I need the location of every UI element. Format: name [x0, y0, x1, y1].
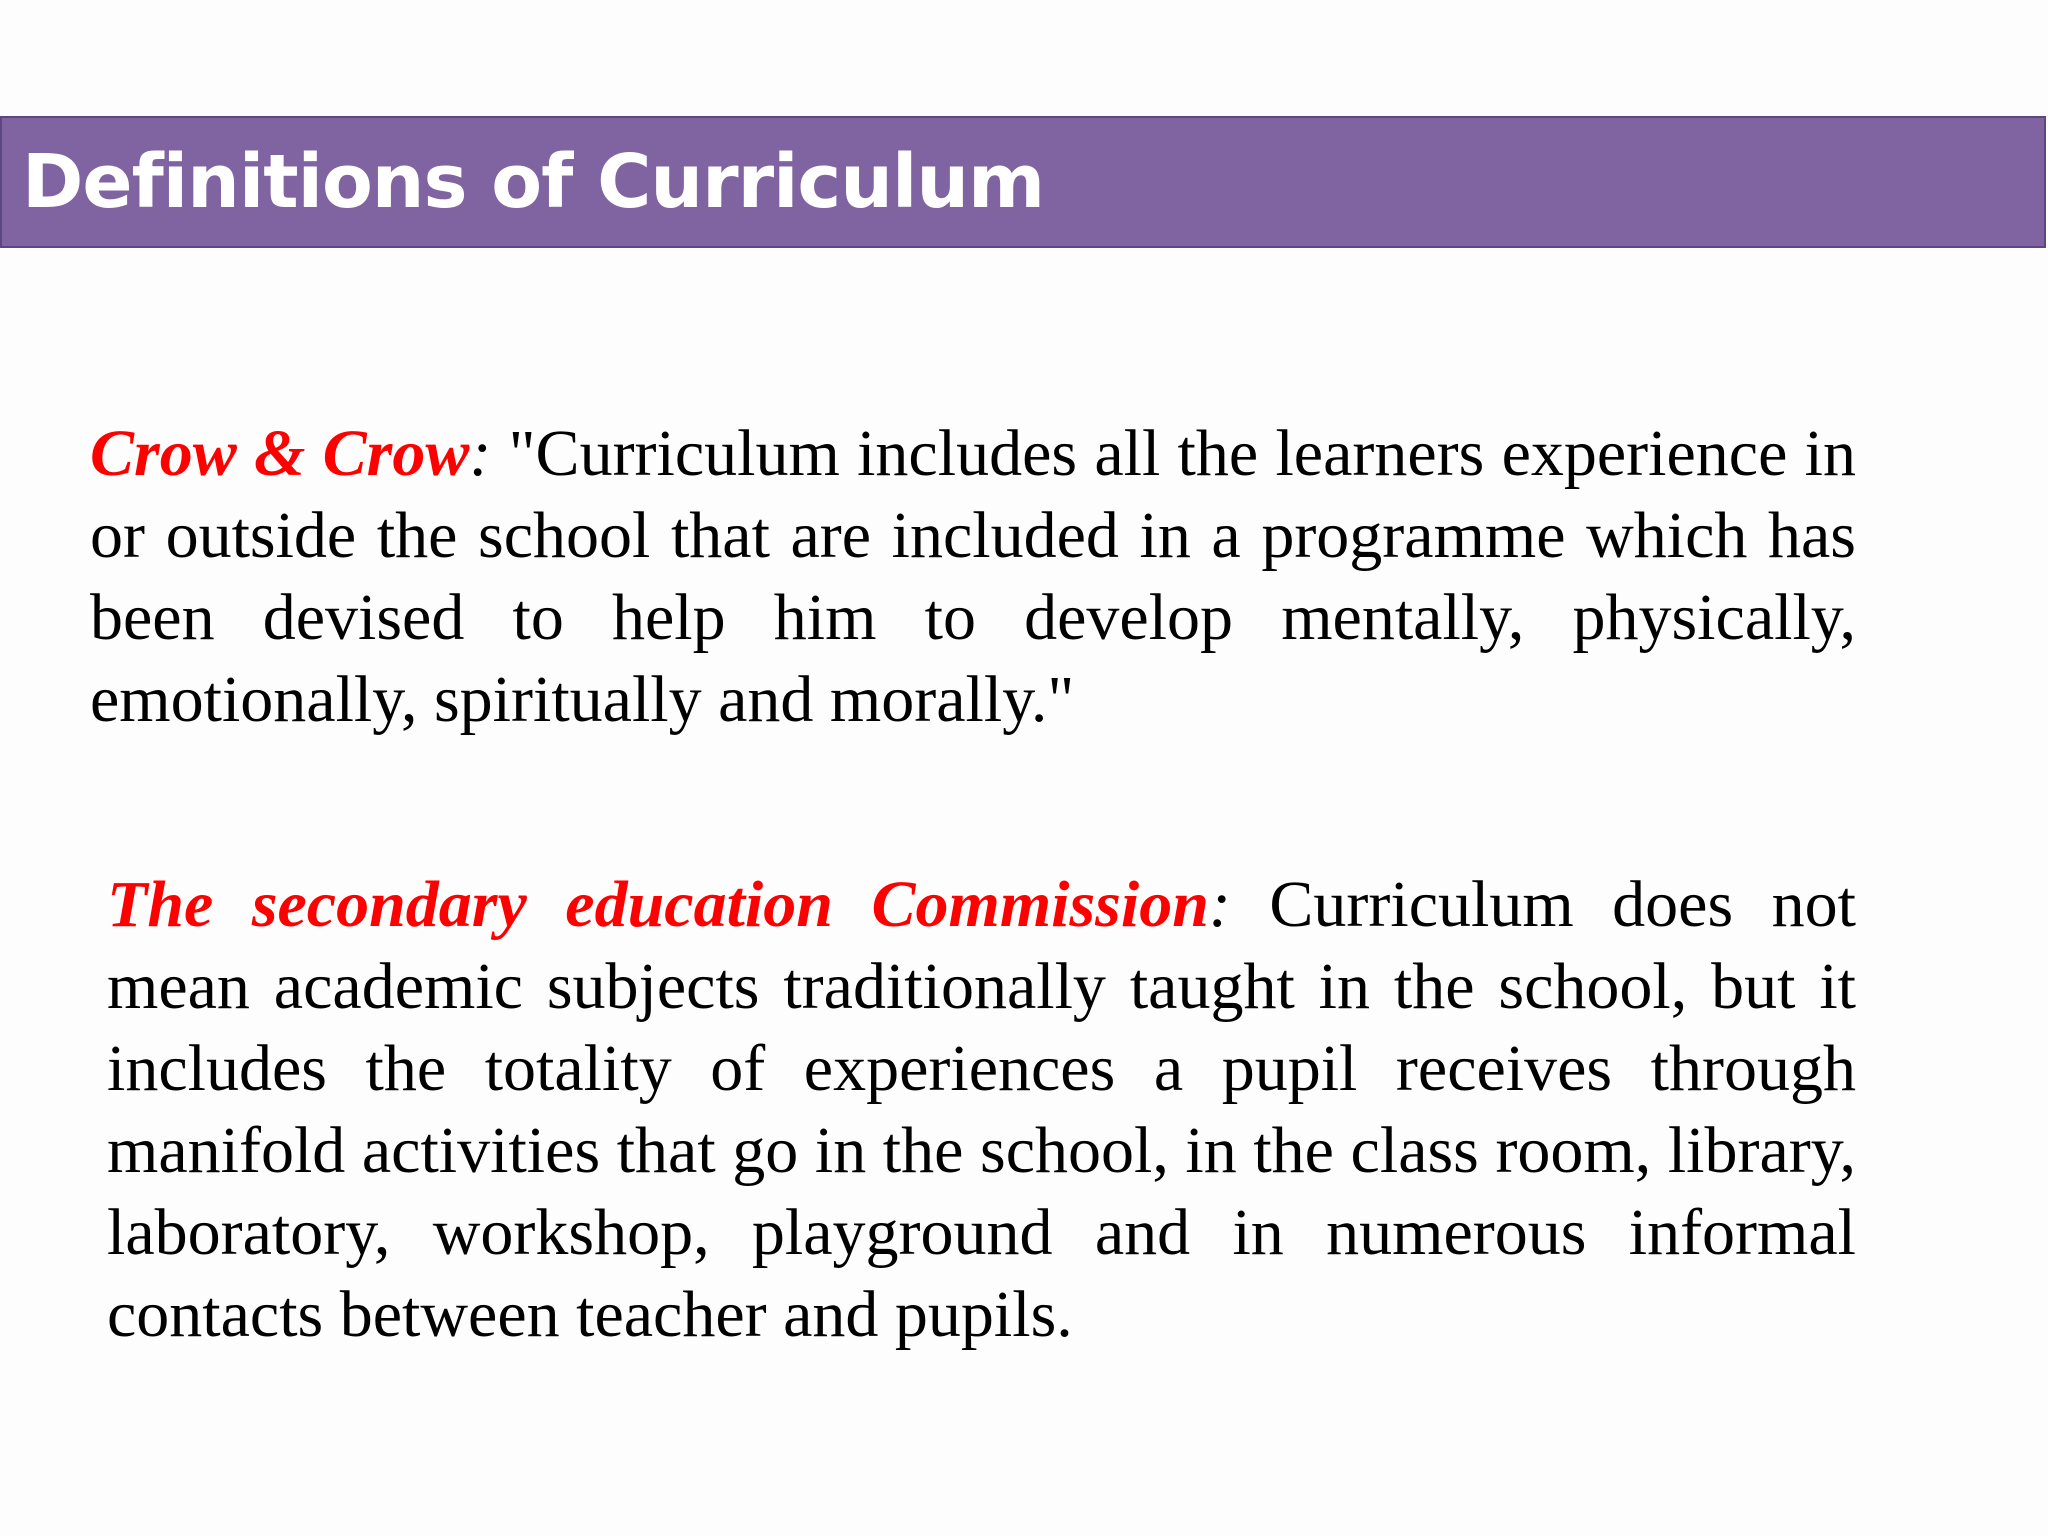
definition-crow-and-crow	[90, 413, 1856, 741]
definition-text: Curriculum does not mean academic subjects traditionally taught in the school, but it includes the totality of experiences a pupil receives through manifold activities that go in the school, in the class room, library, laboratory, workshop, playground and in numerous informal contacts between teacher and pupils.	[107, 868, 1856, 1351]
definition-author: The secondary education Commission	[107, 868, 1209, 941]
definition-author: Crow & Crow	[90, 417, 470, 490]
definition-separator: :	[1208, 868, 1231, 941]
title-bar	[0, 116, 2046, 248]
slide-title: Definitions of Curriculum	[22, 139, 1045, 225]
definition-separator: :	[469, 417, 492, 490]
definition-secondary-education-commission	[107, 864, 1856, 1356]
definition-text: "Curriculum includes all the learners experience in or outside the school that are included in a programme which has been devised to help him to develop mentally, physically, emotionally, spiritually and morally."	[90, 417, 1856, 736]
